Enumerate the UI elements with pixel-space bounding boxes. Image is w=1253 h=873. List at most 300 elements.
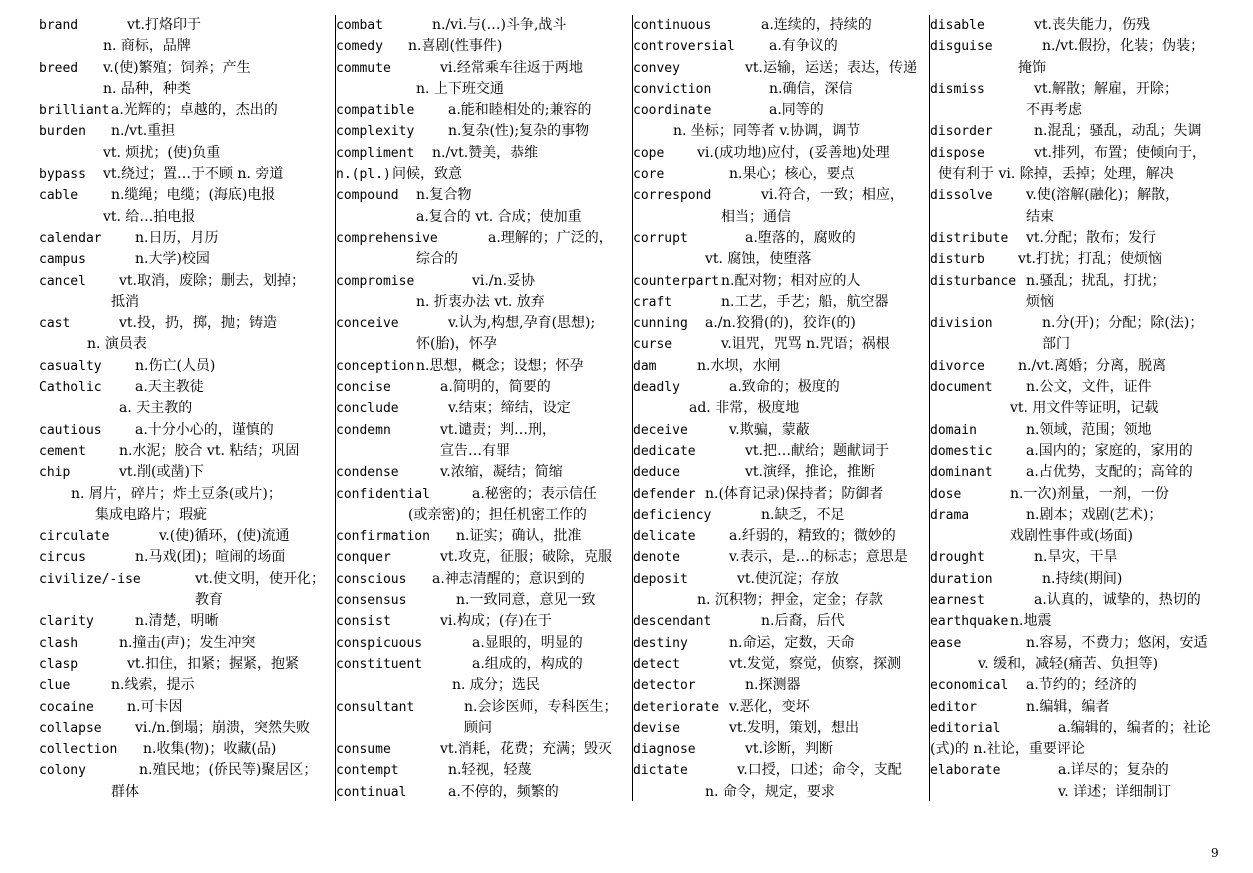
headword: consultant xyxy=(336,699,415,715)
definition-continuation xyxy=(336,334,632,355)
entry xyxy=(633,462,929,483)
entry xyxy=(336,611,632,632)
headword: breed xyxy=(39,60,79,76)
headword: brilliant xyxy=(39,103,110,119)
headword: consensus xyxy=(336,593,407,609)
definition-continuation xyxy=(39,207,335,228)
entry-line xyxy=(39,611,335,632)
definition: n.(体育记录)保持者；防御者 xyxy=(705,485,884,502)
entry-line xyxy=(336,697,632,718)
definition: a.天主教徒 xyxy=(135,379,204,396)
headword: craft xyxy=(633,294,673,310)
continuation-text: 使有利于 vi. 除掉，丢掉；处理，解决 xyxy=(938,166,1174,183)
entry xyxy=(930,547,1226,568)
continuation-text: 抵消 xyxy=(111,293,139,310)
headword: compound xyxy=(336,188,399,204)
definition: 问候，致意 xyxy=(392,166,462,183)
headword: confirmation xyxy=(336,529,430,545)
headword: calendar xyxy=(39,230,102,246)
entry-line xyxy=(633,675,929,696)
entry xyxy=(39,547,335,568)
definition: n.大学)校园 xyxy=(135,251,210,268)
definition: a.简明的，简要的 xyxy=(440,379,551,396)
headword: circus xyxy=(39,550,86,566)
entry xyxy=(336,58,632,101)
entry xyxy=(336,356,632,377)
continuation-text: ad. 非常，极度地 xyxy=(689,400,800,417)
entry-line xyxy=(336,739,632,760)
entry-line xyxy=(633,292,929,313)
entry-line xyxy=(336,143,632,164)
entry-line xyxy=(39,697,335,718)
entry-line xyxy=(39,675,335,696)
definition: vt.投，扔，掷，抛；铸造 xyxy=(119,315,277,332)
entry xyxy=(633,675,929,696)
definition: v.(使)循环，(使)流通 xyxy=(159,528,290,545)
definition: vt.诊断，判断 xyxy=(745,741,833,758)
headword: domain xyxy=(930,422,977,438)
entry xyxy=(633,164,929,185)
entry-line xyxy=(39,462,335,483)
definition: n.收集(物)；收藏(品) xyxy=(143,741,277,758)
entry xyxy=(39,271,335,314)
entry xyxy=(633,36,929,57)
entry-line xyxy=(336,15,632,36)
headword: convey xyxy=(633,60,680,76)
definition: a.节约的；经济的 xyxy=(1026,677,1137,694)
headword: dictate xyxy=(633,763,688,779)
definition: v.恶化，变坏 xyxy=(729,698,810,715)
headword: elaborate xyxy=(930,763,1001,779)
definition: n.容易，不费力；悠闲，安适 xyxy=(1026,634,1208,651)
definition: vt.使文明，使开化； xyxy=(195,570,325,587)
entry xyxy=(336,420,632,463)
headword: bypass xyxy=(39,167,86,183)
entry-line xyxy=(39,249,335,270)
definition-continuation xyxy=(633,121,929,142)
headword: destiny xyxy=(633,635,688,651)
entry xyxy=(39,462,335,526)
entry-line xyxy=(930,377,1226,398)
definition: v.使(溶解(融化)；解散， xyxy=(1026,187,1180,204)
definition-continuation xyxy=(336,718,632,739)
entry xyxy=(930,185,1226,228)
headword: commute xyxy=(336,60,391,76)
entry xyxy=(633,313,929,334)
entry xyxy=(633,420,929,441)
definition: n./vt.离婚；分离，脱离 xyxy=(1018,357,1167,374)
entry xyxy=(633,739,929,760)
entry xyxy=(930,143,1226,186)
entry xyxy=(39,633,335,654)
headword: denote xyxy=(633,550,680,566)
entry-line xyxy=(633,505,929,526)
entry-line xyxy=(930,121,1226,142)
entry xyxy=(633,441,929,462)
definition: vt.解散；解雇，开除； xyxy=(1034,80,1178,97)
headword: conception xyxy=(336,358,415,374)
continuation-text: v. 详述；详细制订 xyxy=(1058,783,1172,800)
entry-line xyxy=(633,633,929,654)
definition: a.认真的，诚挚的，热切的 xyxy=(1034,592,1201,609)
headword: dissolve xyxy=(930,188,993,204)
entry xyxy=(39,675,335,696)
definition: vt.绕过；置…于不顾 n. 旁道 xyxy=(103,166,284,183)
headword: disturbance xyxy=(930,273,1017,289)
continuation-text: 怀(胎)，怀孕 xyxy=(416,336,497,353)
entry-line xyxy=(39,526,335,547)
headword: Catholic xyxy=(39,380,102,396)
definition: a.十分小心的，谨慎的 xyxy=(135,421,274,438)
headword: core xyxy=(633,167,665,183)
entry-line xyxy=(930,185,1226,206)
continuation-text: (式)的 n.社论，重要评论 xyxy=(930,741,1085,758)
entry xyxy=(39,313,335,356)
entry xyxy=(633,547,929,568)
entry xyxy=(633,15,929,36)
definition-continuation xyxy=(336,441,632,462)
continuation-text: 顾问 xyxy=(464,719,492,736)
definition-continuation xyxy=(930,292,1226,313)
definition-continuation xyxy=(930,526,1226,547)
page-number: 9 xyxy=(1211,846,1219,860)
headword: defender xyxy=(633,486,696,502)
entry xyxy=(336,121,632,142)
entry xyxy=(930,441,1226,462)
entry-line xyxy=(336,228,632,249)
headword: division xyxy=(930,316,993,332)
headword: circulate xyxy=(39,529,110,545)
entry-line xyxy=(930,718,1226,739)
headword: clasp xyxy=(39,656,79,672)
definition: n.编辑，编者 xyxy=(1026,698,1110,715)
entry-line xyxy=(930,590,1226,611)
entry xyxy=(930,697,1226,718)
column-2 xyxy=(336,15,633,801)
entry-line xyxy=(930,547,1226,568)
continuation-text: 掩饰 xyxy=(1018,59,1046,76)
entry xyxy=(39,185,335,228)
entry-line xyxy=(633,739,929,760)
definition: n.混乱；骚乱，动乱；失调 xyxy=(1034,123,1202,140)
entry xyxy=(39,121,335,164)
headword: drama xyxy=(930,507,970,523)
entry-line xyxy=(930,505,1226,526)
headword: condemn xyxy=(336,422,391,438)
entry xyxy=(633,718,929,739)
headword: diagnose xyxy=(633,742,696,758)
definition: vt.把…献给；题献词于 xyxy=(745,442,889,459)
definition: v.认为,构想,孕育(思想); xyxy=(448,315,596,332)
definition-continuation xyxy=(39,398,335,419)
entry xyxy=(336,697,632,740)
headword: condense xyxy=(336,465,399,481)
entry-line xyxy=(336,377,632,398)
entry-line xyxy=(930,313,1226,334)
continuation-text: 相当；通信 xyxy=(721,208,791,225)
definition: vt.排列，布置；使倾向于， xyxy=(1034,144,1206,161)
headword: drought xyxy=(930,550,985,566)
definition: vi./n.妥协 xyxy=(472,272,536,289)
definition-continuation xyxy=(930,782,1226,803)
entry-line xyxy=(633,484,929,505)
entry xyxy=(633,760,929,803)
headword: civilize/-ise xyxy=(39,571,141,587)
continuation-text: vt. 给…拍电报 xyxy=(103,208,196,225)
headword: chip xyxy=(39,465,71,481)
definition: a.占优势，支配的；高耸的 xyxy=(1026,464,1193,481)
headword: comedy xyxy=(336,39,383,55)
definition-continuation xyxy=(39,292,335,313)
headword: editor xyxy=(930,699,977,715)
entry-line xyxy=(633,697,929,718)
headword: dam xyxy=(633,358,657,374)
headword: continuous xyxy=(633,18,712,33)
headword: conviction xyxy=(633,81,712,97)
entry-line xyxy=(39,441,335,462)
entry xyxy=(930,313,1226,356)
definition: a.致命的；极度的 xyxy=(729,379,840,396)
headword: compliment xyxy=(336,145,415,161)
column-1 xyxy=(39,15,336,801)
headword: collection xyxy=(39,742,118,758)
headword: document xyxy=(930,380,993,396)
definition: n./vi.与(…)斗争,战斗 xyxy=(432,17,567,33)
definition: vi.构成；(存)在于 xyxy=(440,613,552,630)
definition: n.配对物；相对应的人 xyxy=(721,272,861,289)
definition-continuation xyxy=(633,249,929,270)
entry xyxy=(39,15,335,58)
continuation-text: vt. 腐蚀，使堕落 xyxy=(705,251,812,268)
entry-line xyxy=(336,590,632,611)
entry xyxy=(633,654,929,675)
headword: dismiss xyxy=(930,81,985,97)
headword: clarity xyxy=(39,614,94,630)
continuation-text: n. 屑片，碎片；炸土豆条(或片)； xyxy=(71,485,282,502)
definition: vt.削(或凿)下 xyxy=(119,464,204,481)
definition-continuation xyxy=(930,207,1226,228)
continuation-text: 不再考虑 xyxy=(1026,102,1082,119)
entry xyxy=(633,79,929,100)
entry-line xyxy=(336,121,632,142)
entry-line xyxy=(930,760,1226,781)
headword: complexity xyxy=(336,124,415,140)
entry xyxy=(930,228,1226,249)
definition: vt.丧失能力，伤残 xyxy=(1034,17,1150,33)
continuation-text: v. 缓和，减轻(痛苦、负担等) xyxy=(978,655,1159,672)
entry-line xyxy=(930,143,1226,164)
headword: confidential xyxy=(336,486,430,502)
entry-line xyxy=(930,15,1226,36)
definition: v.诅咒，咒骂 n.咒语；祸根 xyxy=(721,336,890,353)
entry-line xyxy=(930,420,1226,441)
definition: n.马戏(团)；喧闹的场面 xyxy=(135,549,286,566)
definition: n.思想，概念；设想；怀孕 xyxy=(416,357,584,374)
definition: v.浓缩，凝结；简缩 xyxy=(440,464,563,481)
headword: dispose xyxy=(930,145,985,161)
definition: n.骚乱；扰乱，打扰； xyxy=(1026,272,1166,289)
headword: descendant xyxy=(633,614,712,630)
entry xyxy=(633,58,929,79)
entry-line xyxy=(633,143,929,164)
headword: compromise xyxy=(336,273,415,289)
definition: vt.运输，运送；表达，传递 xyxy=(745,59,917,76)
entry xyxy=(930,505,1226,548)
entry xyxy=(930,484,1226,505)
headword: conceive xyxy=(336,316,399,332)
headword: continual xyxy=(336,784,407,800)
entry-line xyxy=(39,633,335,654)
headword: correspond xyxy=(633,188,712,204)
headword: economical xyxy=(930,678,1009,694)
definition: n./vt.赞美，恭维 xyxy=(432,144,539,161)
continuation-text: vt. 用文件等证明，记载 xyxy=(1010,400,1159,417)
entry-line xyxy=(930,675,1226,696)
entry xyxy=(336,228,632,271)
entry xyxy=(336,398,632,419)
definition-continuation xyxy=(633,782,929,803)
definition: n.可卡因 xyxy=(127,698,183,715)
headword: burden xyxy=(39,124,86,140)
entry xyxy=(336,484,632,527)
entry xyxy=(39,228,335,249)
headword: ease xyxy=(930,635,962,651)
headword: n.(pl.) xyxy=(336,167,391,183)
entry xyxy=(336,15,632,36)
definition: a.神志清醒的；意识到的 xyxy=(432,570,585,587)
headword: consist xyxy=(336,614,391,630)
headword: clash xyxy=(39,635,79,651)
entry xyxy=(39,249,335,270)
headword: dominant xyxy=(930,465,993,481)
entry-line xyxy=(930,36,1226,57)
entry-line xyxy=(336,782,632,803)
definition: n.工艺，手艺；船，航空器 xyxy=(721,293,889,310)
definition: vt.发觉，察觉，侦察，探测 xyxy=(729,655,901,672)
entry xyxy=(930,462,1226,483)
definition: n.清楚，明晰 xyxy=(135,613,219,630)
definition-continuation xyxy=(39,36,335,57)
definition: n.复合物 xyxy=(416,187,472,204)
headword: deceive xyxy=(633,422,688,438)
entry-line xyxy=(39,271,335,292)
definition: vt.打扰；打乱；使烦恼 xyxy=(1018,251,1162,268)
definition-continuation xyxy=(39,505,335,526)
entry xyxy=(633,569,929,612)
entry-line xyxy=(336,271,632,292)
entry-line xyxy=(930,79,1226,100)
definition-continuation xyxy=(39,590,335,611)
entry xyxy=(39,718,335,739)
definition: vt.演绎，推论，推断 xyxy=(745,464,875,481)
entry xyxy=(336,590,632,611)
definition: vi.(成功地)应付，(妥善地)处理 xyxy=(697,144,890,161)
entry-line xyxy=(930,633,1226,654)
definition: n.证实；确认，批准 xyxy=(456,528,582,545)
definition: n./vt.重担 xyxy=(111,123,176,140)
definition-continuation xyxy=(336,675,632,696)
entry-line xyxy=(336,36,632,57)
definition: a.同等的 xyxy=(769,102,824,119)
entry-line xyxy=(930,271,1226,292)
continuation-text: 宣告…有罪 xyxy=(440,442,510,459)
headword: dose xyxy=(930,486,962,502)
definition: vi./n.倒塌；崩溃，突然失败 xyxy=(135,719,311,736)
entry-line xyxy=(336,569,632,590)
entry xyxy=(633,228,929,271)
headword: concise xyxy=(336,380,391,396)
entry xyxy=(39,356,335,377)
entry-line xyxy=(336,462,632,483)
definition-continuation xyxy=(336,207,632,228)
entry-line xyxy=(930,569,1226,590)
headword: constituent xyxy=(336,656,423,672)
headword: disturb xyxy=(930,252,985,268)
definition: n.伤亡(人员) xyxy=(135,357,216,374)
entry xyxy=(930,760,1226,803)
definition-continuation xyxy=(336,79,632,100)
headword: cancel xyxy=(39,273,86,289)
entry xyxy=(930,590,1226,611)
definition: n.命运，定数，天命 xyxy=(729,634,855,651)
continuation-text: a. 天主教的 xyxy=(119,400,193,417)
entry-line xyxy=(336,313,632,334)
headword: domestic xyxy=(930,443,993,459)
entry-line xyxy=(633,356,929,377)
entry xyxy=(336,547,632,568)
entry-line xyxy=(39,100,335,121)
continuation-text: n. 上下班交通 xyxy=(416,80,504,97)
headword: colony xyxy=(39,763,86,779)
continuation-text: 戏剧性事件或(场面) xyxy=(1010,528,1133,545)
entry-line xyxy=(39,569,335,590)
entry xyxy=(633,377,929,420)
definition: vt.分配；散布；发行 xyxy=(1026,229,1156,246)
headword: conscious xyxy=(336,571,407,587)
entry xyxy=(39,441,335,462)
headword: deadly xyxy=(633,380,680,396)
entry xyxy=(336,313,632,356)
definition-continuation xyxy=(39,79,335,100)
definition: n.会诊医师，专科医生； xyxy=(464,698,618,715)
continuation-text: n. 坐标；同等者 v.协调，调节 xyxy=(673,123,861,140)
definition: a.光辉的；卓越的，杰出的 xyxy=(111,102,278,119)
entry xyxy=(336,377,632,398)
entry-line xyxy=(930,484,1226,505)
continuation-text: 群体 xyxy=(111,783,139,800)
entry-line xyxy=(336,547,632,568)
entry-line xyxy=(39,356,335,377)
entry-line xyxy=(39,185,335,206)
definition: vt.谴责；判…刑， xyxy=(440,421,556,438)
continuation-text: n. 折衷办法 vt. 放弃 xyxy=(416,293,545,310)
definition-continuation xyxy=(930,58,1226,79)
headword: divorce xyxy=(930,358,985,374)
headword: dedicate xyxy=(633,443,696,459)
entry xyxy=(39,697,335,718)
continuation-text: (或亲密)的；担任机密工作的 xyxy=(408,506,587,523)
entry-line xyxy=(336,356,632,377)
entry xyxy=(633,484,929,505)
entry-line xyxy=(633,547,929,568)
entry-line xyxy=(39,739,335,760)
entry-line xyxy=(336,164,632,185)
entry xyxy=(39,654,335,675)
definition: n.喜剧(性事件) xyxy=(408,38,503,55)
entry-line xyxy=(336,611,632,632)
definition: n./vt.假扮，化装；伪装； xyxy=(1042,38,1205,55)
definition: v.表示，是…的标志；意思是 xyxy=(729,549,908,566)
